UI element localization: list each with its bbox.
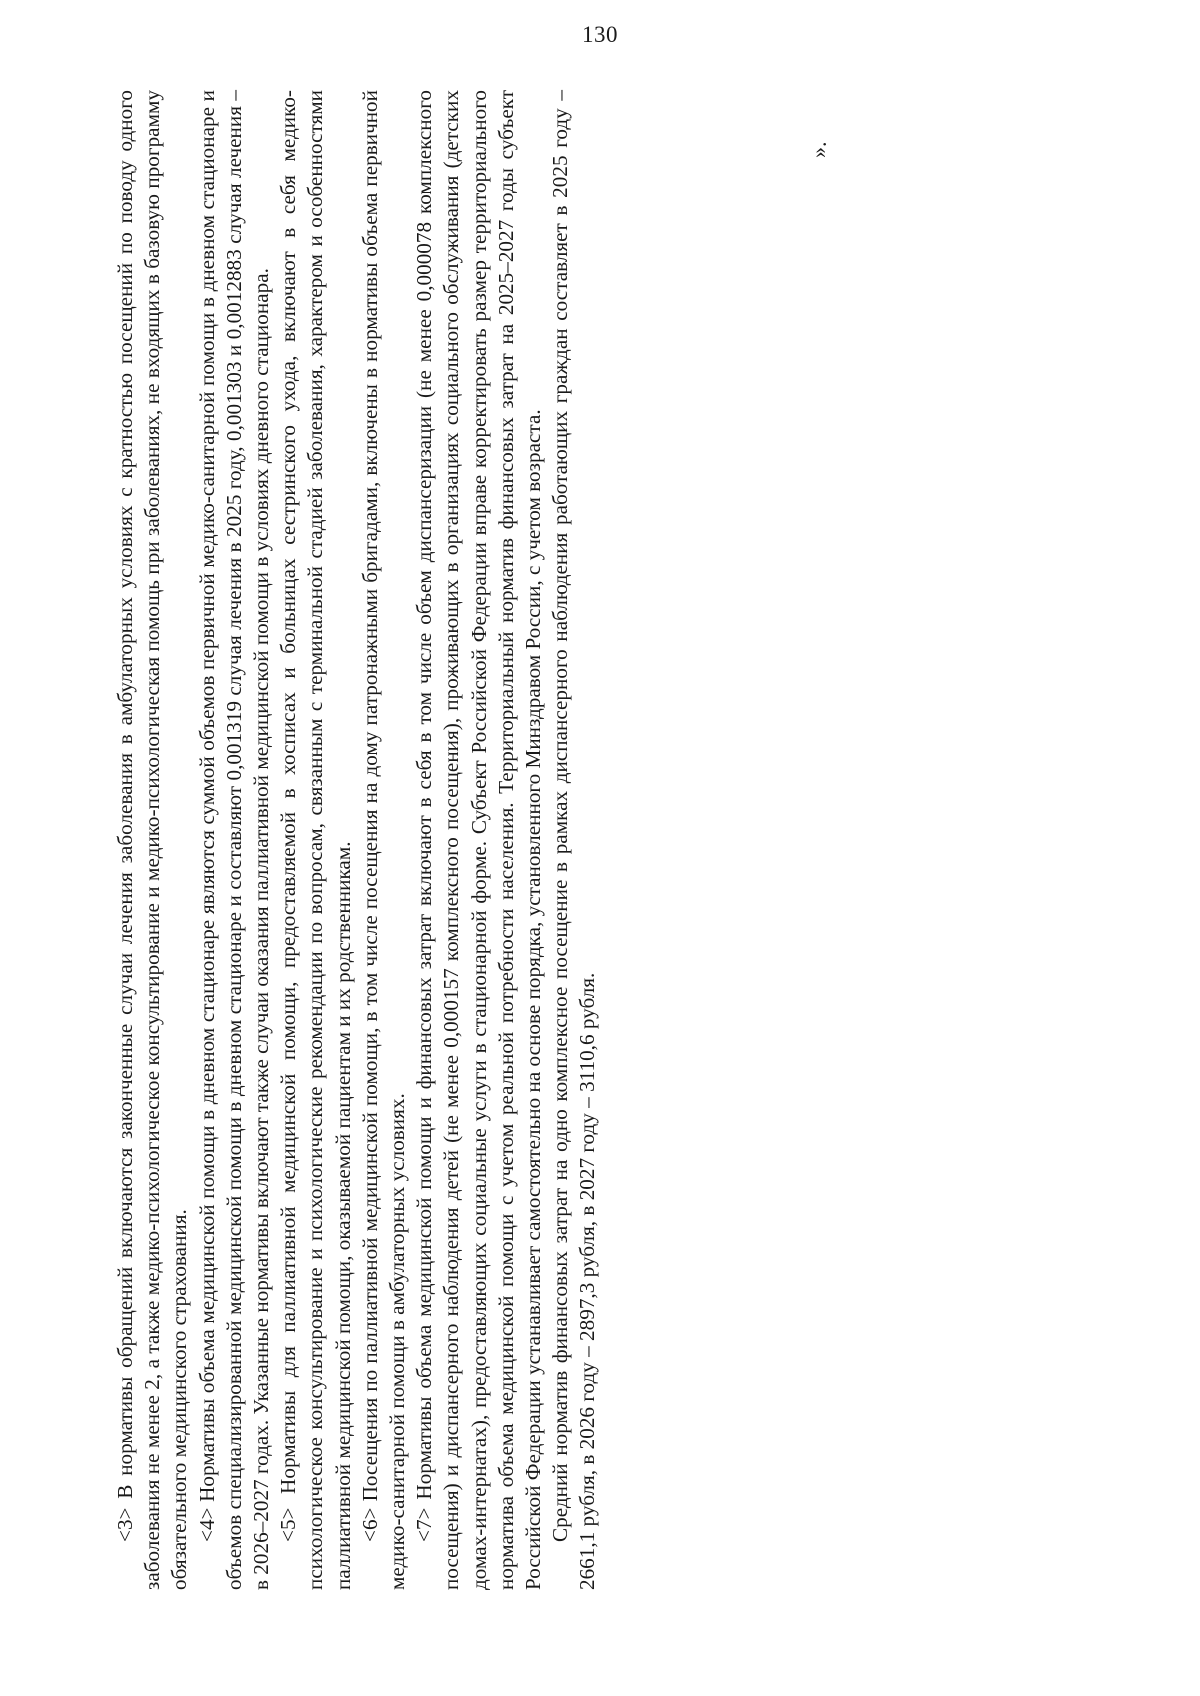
- footnotes-text: [112, 90, 602, 1590]
- footnote-7: <7> Нормативы объема медицинской помощи и финансовых затрат включают в себя в том числе объем диспансеризации (не менее 0,000078 комплексного посещения) и диспансерного наблюдения детей (не менее 0,000157 комплексного посещения), проживающих в организациях социального обслуживания (детских домах-интернатах), предоставляющих социальные услуги в стационарной форме. Субъект Российской Федерации вправе корректировать размер территориального норматива объема медицинской помощи с учетом реальной потребности населения. Территориальный норматив финансовых затрат на 2025–2027 годы субъект Российской Федерации устанавливает самостоятельно на основе порядка, установленного Минздравом России, с учетом возраста.: [412, 90, 546, 1590]
- footnote-3: <3> В нормативы обращений включаются законченные случаи лечения заболевания в амбулаторных условиях с кратностью посещений по поводу одного заболевания не менее 2, а также медико-психологическое консультирование и медико-психологическая помощь при заболеваниях, не входящих в базовую программу обязательного медицинского страхования.: [113, 90, 192, 1590]
- footnote-5: <5> Нормативы для паллиативной медицинской помощи, предоставляемой в хосписах и больницах сестринского ухода, включают в себя медико-психологическое консультирование и психологические рекомендации по вопросам, связанным с терминальной стадией заболевания, характером и особенностями паллиативной медицинской помощи, оказываемой пациентам и их родственникам.: [276, 90, 355, 1590]
- footnote-6: <6> Посещения по паллиативной медицинской помощи, в том числе посещения на дому патронажными бригадами, включены в нормативы объема первичной медико-санитарной помощи в амбулаторных условиях.: [357, 90, 410, 1590]
- footnote-4: <4> Нормативы объема медицинской помощи в дневном стационаре являются суммой объемов первичной медико-санитарной помощи в дневном стационаре и объемов специализированной медицинской помощи в дневном стационаре и составляют 0,001319 случая лечения в 2025 году, 0,001303 и 0,0012883 случая лечения – в 2026–2027 годах. Указанные нормативы включают также случаи оказания паллиативной медицинской помощи в условиях дневного стационара.: [194, 90, 274, 1590]
- rotated-page-content: [112, 90, 852, 1590]
- average-norm-paragraph: Средний норматив финансовых затрат на одно комплексное посещение в рамках диспансерного наблюдения работающих граждан составляет в 2025 году – 2661,1 рубля, в 2026 году – 2897,3 рубля, в 2027 году – 3110,6 рубля.: [548, 90, 600, 1590]
- closing-quote: ».: [806, 141, 831, 158]
- page-number: 130: [582, 22, 618, 47]
